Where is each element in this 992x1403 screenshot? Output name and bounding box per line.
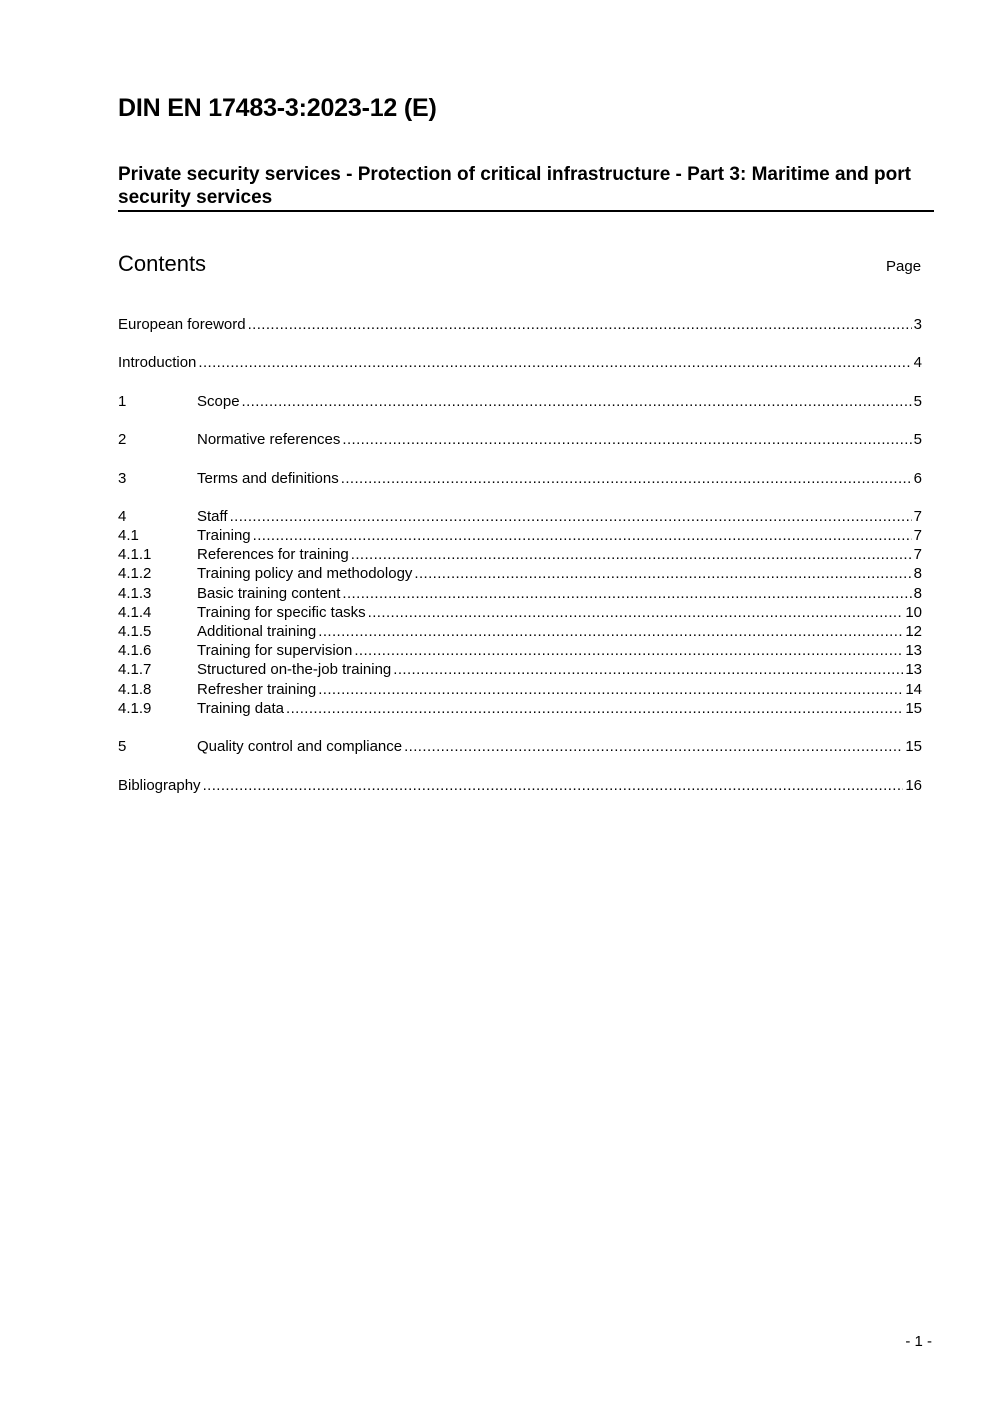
toc-entry-title: Introduction <box>118 354 197 372</box>
toc-entry-page: 7 <box>913 507 922 525</box>
toc-entry-page: 12 <box>905 623 922 640</box>
toc-dot-leader <box>342 584 911 603</box>
toc-entry-specific-tasks[interactable] <box>118 603 922 622</box>
toc-entry-number: 4.1 <box>118 527 139 545</box>
toc-dot-leader <box>354 641 903 660</box>
toc-entry-terms-definitions[interactable] <box>118 469 922 488</box>
toc-entry-number: 4.1.9 <box>118 699 152 717</box>
toc-entry-page: 8 <box>913 584 922 602</box>
toc-entry-training-for-supervision[interactable] <box>118 641 922 660</box>
title-underline <box>118 210 934 212</box>
toc-dot-leader <box>242 392 912 411</box>
toc-entry-number: 4.1.2 <box>118 565 152 583</box>
toc-entry-page: 14 <box>905 680 922 698</box>
toc-entry-staff[interactable] <box>118 507 922 526</box>
toc-dot-leader <box>341 469 912 488</box>
toc-entry-number: 3 <box>118 469 127 487</box>
toc-entry-title: Normative references <box>197 431 341 449</box>
toc-entry-european-foreword[interactable] <box>118 315 922 334</box>
toc-dot-leader <box>351 545 912 564</box>
toc-entry-number: 5 <box>118 738 127 756</box>
toc-entry-title: Training <box>197 527 251 545</box>
toc-entry-title: Training for supervision <box>197 642 353 660</box>
toc-entry-normative-references[interactable] <box>118 430 922 449</box>
toc-entry-scope[interactable] <box>118 392 922 411</box>
toc-entry-number: 4.1.4 <box>118 603 152 621</box>
toc-entry-page: 13 <box>905 642 922 660</box>
toc-entry-number: 4.1.8 <box>118 680 152 698</box>
toc-entry-page: 13 <box>905 661 922 679</box>
toc-entry-title: Structured on-the-job training <box>197 661 392 679</box>
toc-entry-number: 1 <box>118 392 127 410</box>
toc-entry-page: 5 <box>913 392 922 410</box>
toc-entry-page: 7 <box>913 546 922 564</box>
toc-entry-number: 2 <box>118 431 127 449</box>
toc-entry-page: 15 <box>905 738 922 756</box>
toc-entry-number: 4.1.1 <box>118 546 152 564</box>
toc-entry-page: 7 <box>913 527 922 545</box>
toc-entry-title: Staff <box>197 507 228 525</box>
toc-entry-title: Scope <box>197 392 240 410</box>
toc-entry-additional-training[interactable] <box>118 622 922 641</box>
toc-dot-leader <box>318 622 903 641</box>
toc-dot-leader <box>248 315 912 334</box>
toc-entry-title: Refresher training <box>197 680 317 698</box>
toc-entry-title: Training policy and methodology <box>197 565 413 583</box>
toc-entry-refresher-training[interactable] <box>118 680 922 699</box>
toc-entry-title: Basic training content <box>197 584 341 602</box>
toc-entry-quality-control[interactable] <box>118 737 922 756</box>
toc-entry-page: 3 <box>913 316 922 333</box>
toc-entry-page: 4 <box>913 354 922 372</box>
toc-dot-leader <box>253 526 912 545</box>
toc-dot-leader <box>342 430 911 449</box>
toc-entry-number: 4.1.7 <box>118 661 152 679</box>
contents-heading: Contents <box>118 251 207 276</box>
toc-entry-page: 8 <box>913 565 922 583</box>
document-id: DIN EN 17483-3:2023-12 (E) <box>118 94 437 122</box>
toc-entry-basic-training-content[interactable] <box>118 584 922 603</box>
toc-entry-on-the-job-training[interactable] <box>118 660 922 679</box>
toc-entry-title: Additional training <box>197 623 317 640</box>
toc-dot-leader <box>414 564 911 583</box>
toc-entry-title: Training for specific tasks <box>197 603 366 621</box>
toc-dot-leader <box>368 603 904 622</box>
toc-entry-title: European foreword <box>118 316 246 333</box>
toc-dot-leader <box>203 776 904 795</box>
toc-entry-page: 5 <box>913 431 922 449</box>
toc-entry-page: 15 <box>905 699 922 717</box>
toc-entry-number: 4 <box>118 507 127 525</box>
toc-entry-title: Quality control and compliance <box>197 738 403 756</box>
toc-entry-training[interactable] <box>118 526 922 545</box>
toc-entry-training-data[interactable] <box>118 699 922 718</box>
toc-dot-leader <box>198 353 911 372</box>
toc-entry-title: Bibliography <box>118 776 201 794</box>
toc-entry-number: 4.1.6 <box>118 642 152 660</box>
footer-page-number: - 1 - <box>905 1333 932 1350</box>
toc-entry-title: Terms and definitions <box>197 469 339 487</box>
toc-entry-title: References for training <box>197 546 349 564</box>
toc-entry-page: 10 <box>905 603 922 621</box>
toc-dot-leader <box>393 660 903 679</box>
toc-entry-number: 4.1.5 <box>118 623 152 640</box>
toc-dot-leader <box>404 737 903 756</box>
toc-entry-references-for-training[interactable] <box>118 545 922 564</box>
document-title: Private security services - Protection of critical infrastructure - Part 3: Maritime and port security services <box>118 164 911 208</box>
toc-dot-leader <box>318 680 903 699</box>
table-of-contents <box>118 315 922 795</box>
toc-entry-training-policy[interactable] <box>118 564 922 583</box>
toc-entry-bibliography[interactable] <box>118 776 922 795</box>
toc-dot-leader <box>286 699 903 718</box>
page-column-label: Page <box>886 258 922 275</box>
toc-entry-introduction[interactable] <box>118 353 922 372</box>
toc-dot-leader <box>230 507 912 526</box>
toc-entry-title: Training data <box>197 699 284 717</box>
toc-entry-page: 16 <box>905 776 922 794</box>
toc-entry-page: 6 <box>913 469 922 487</box>
toc-entry-number: 4.1.3 <box>118 584 152 602</box>
